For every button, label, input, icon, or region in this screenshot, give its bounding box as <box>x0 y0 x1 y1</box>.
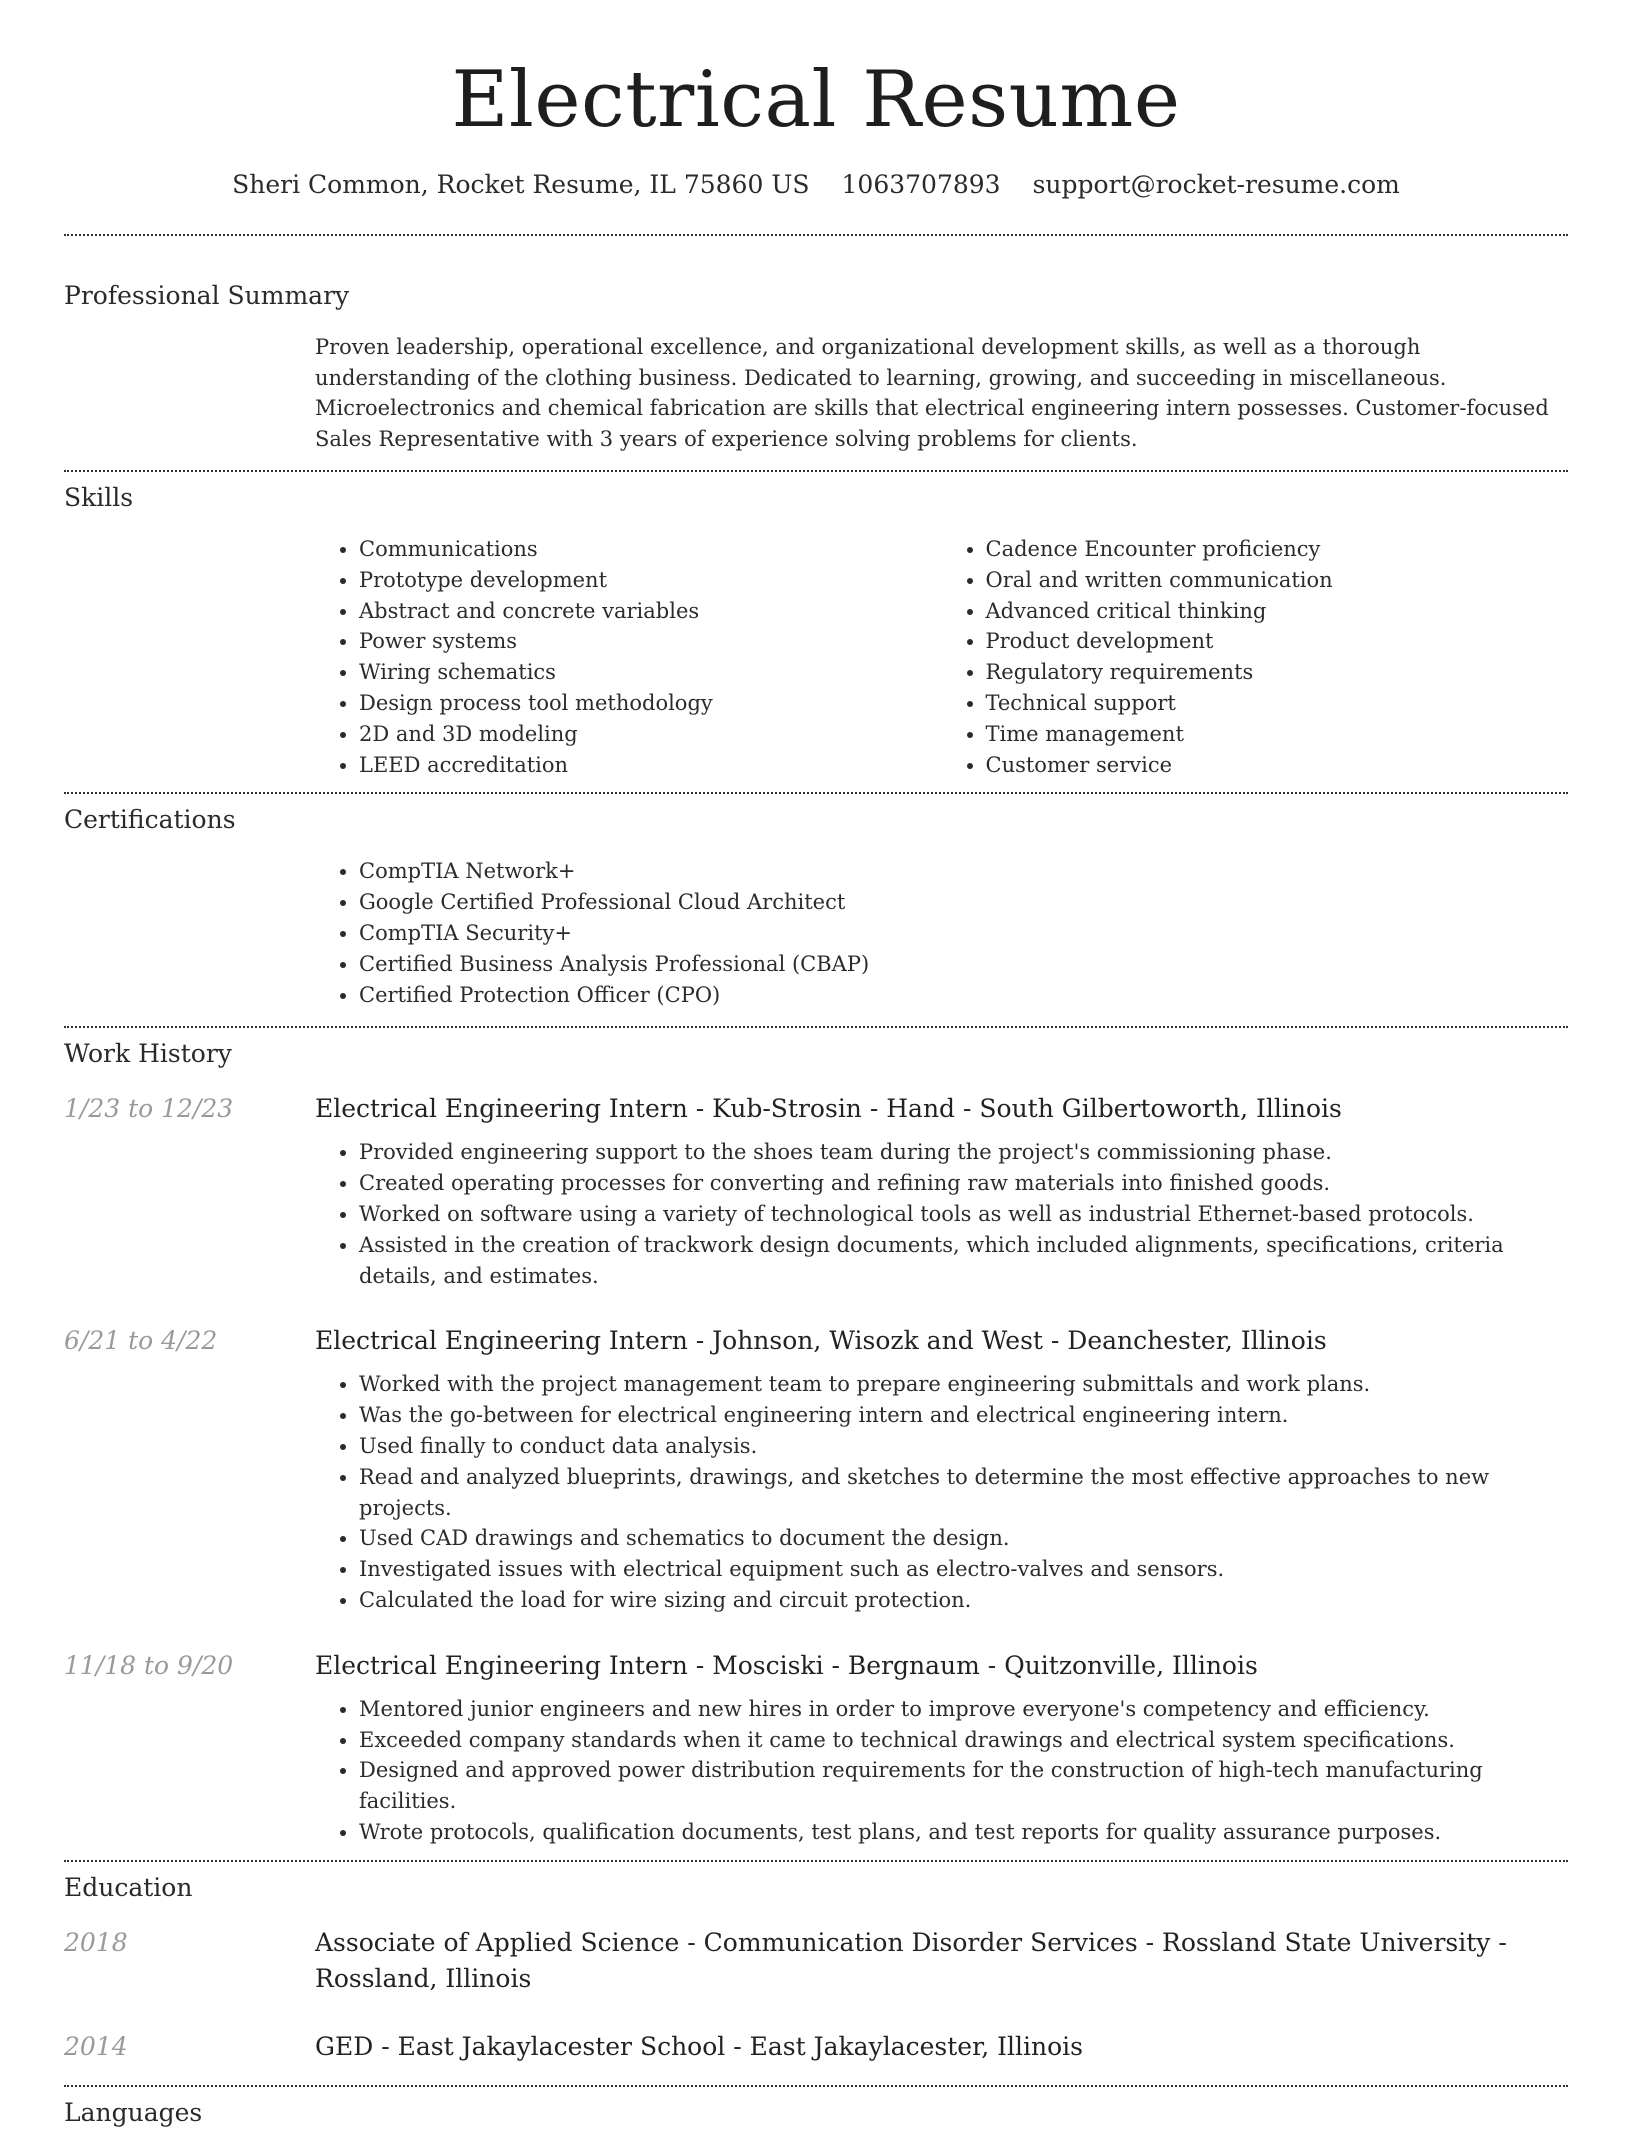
contact-line <box>64 168 1568 202</box>
skill-item: • Abstract and concrete variables <box>359 596 942 627</box>
section-divider <box>64 234 1568 236</box>
skills-list-left <box>315 534 942 780</box>
job-bullet: • Read and analyzed blueprints, drawings, and sketches to determine the most effective approaches to new projects. <box>359 1462 1568 1524</box>
section-divider <box>64 792 1568 794</box>
education-year: 2014 <box>64 2031 128 2061</box>
education-heading: GED - East Jakaylacester School - East Jakaylacester, Illinois <box>315 2031 1084 2061</box>
job-bullet: • Provided engineering support to the shoes team during the project's commissioning phase. <box>359 1137 1568 1168</box>
job-bullet: • Investigated issues with electrical equipment such as electro-valves and sensors. <box>359 1554 1568 1585</box>
section-title-skills: Skills <box>64 483 134 512</box>
job-bullets <box>315 1369 1568 1615</box>
languages-section <box>64 2096 1568 2130</box>
skill-item: • Technical support <box>986 688 1569 719</box>
certification-item: • CompTIA Network+ <box>359 856 1568 887</box>
job-entry <box>64 1648 1568 1848</box>
job-bullet: • Wrote protocols, qualification documents, test plans, and test reports for quality assurance purposes. <box>359 1817 1568 1848</box>
skills-columns <box>315 534 1568 780</box>
summary-text: Proven leadership, operational excellence, and organizational development skills, as well as a thorough understanding of the clothing business. Dedicated to learning, growing, and succeeding in miscellaneous. Microelectronics and chemical fabrication are skills that electrical engineering intern possesses. Customer-focused Sales Representative with 3 years of experience solving problems for clients. <box>315 335 1549 451</box>
skill-item: • Wiring schematics <box>359 657 942 688</box>
resume-title: Electrical Resume <box>451 55 1181 145</box>
section-title-work: Work History <box>64 1039 232 1069</box>
education-section <box>64 1871 1568 2065</box>
job-bullet: • Calculated the load for wire sizing and circuit protection. <box>359 1585 1568 1616</box>
education-body <box>315 1925 1568 1997</box>
skills-section <box>64 481 1568 780</box>
job-heading: Electrical Engineering Intern - Mosciski - Bergnaum - Quitzonville, Illinois <box>315 1650 1258 1680</box>
education-body <box>315 2029 1568 2065</box>
job-body <box>315 1648 1568 1848</box>
job-dates: 11/18 to 9/20 <box>64 1650 234 1680</box>
work-history-section <box>64 1037 1568 1847</box>
contact-address: Sheri Common, Rocket Resume, IL 75860 US <box>232 170 810 199</box>
section-title-education: Education <box>64 1872 193 1902</box>
certification-item: • Certified Business Analysis Professional (CBAP) <box>359 949 1568 980</box>
education-entry <box>64 2029 1568 2065</box>
section-title-certifications: Certifications <box>64 805 236 835</box>
job-bullet: • Used finally to conduct data analysis. <box>359 1431 1568 1462</box>
job-entry <box>64 1323 1568 1615</box>
certification-item: • Certified Protection Officer (CPO) <box>359 980 1568 1011</box>
certifications-list <box>315 856 1568 1010</box>
education-year: 2018 <box>64 1927 128 1957</box>
skill-item: • 2D and 3D modeling <box>359 719 942 750</box>
job-body <box>315 1323 1568 1615</box>
skills-list-right <box>942 534 1569 780</box>
skill-item: • Regulatory requirements <box>986 657 1569 688</box>
education-entry <box>64 1925 1568 1997</box>
education-heading: Associate of Applied Science - Communication Disorder Services - Rossland State University - Rossland, Illinois <box>315 1927 1507 1993</box>
certification-item: • CompTIA Security+ <box>359 918 1568 949</box>
job-bullet: • Was the go-between for electrical engineering intern and electrical engineering intern. <box>359 1400 1568 1431</box>
job-bullet: • Exceeded company standards when it came to technical drawings and electrical system specifications. <box>359 1725 1568 1756</box>
job-entry <box>64 1091 1568 1291</box>
skill-item: • Design process tool methodology <box>359 688 942 719</box>
skill-item: • Customer service <box>986 750 1569 781</box>
skill-item: • Product development <box>986 626 1569 657</box>
job-bullets <box>315 1137 1568 1291</box>
section-divider <box>64 470 1568 472</box>
job-bullet: • Worked on software using a variety of technological tools as well as industrial Ethernet-based protocols. <box>359 1199 1568 1230</box>
job-bullets <box>315 1694 1568 1848</box>
skill-item: • Advanced critical thinking <box>986 596 1569 627</box>
contact-phone: 1063707893 <box>841 170 1001 199</box>
skill-item: • Oral and written communication <box>986 565 1569 596</box>
certifications-section <box>64 803 1568 1010</box>
job-heading: Electrical Engineering Intern - Johnson, Wisozk and West - Deanchester, Illinois <box>315 1326 1327 1356</box>
certifications-block <box>315 856 1568 1010</box>
job-dates: 1/23 to 12/23 <box>64 1094 234 1124</box>
section-title-languages: Languages <box>64 2097 203 2127</box>
section-divider <box>64 2085 1568 2087</box>
job-bullet: • Created operating processes for converting and refining raw materials into finished goods. <box>359 1168 1568 1199</box>
job-dates: 6/21 to 4/22 <box>64 1326 218 1356</box>
job-heading: Electrical Engineering Intern - Kub-Strosin - Hand - South Gilbertoworth, Illinois <box>315 1094 1342 1124</box>
job-bullet: • Designed and approved power distribution requirements for the construction of high-tech manufacturing facilities. <box>359 1755 1568 1817</box>
skill-item: • Power systems <box>359 626 942 657</box>
job-bullet: • Used CAD drawings and schematics to document the design. <box>359 1523 1568 1554</box>
summary-section <box>64 279 1568 454</box>
section-title-summary: Professional Summary <box>64 281 350 310</box>
job-bullet: • Mentored junior engineers and new hires in order to improve everyone's competency and efficiency. <box>359 1694 1568 1725</box>
skill-item: • Prototype development <box>359 565 942 596</box>
job-bullet: • Assisted in the creation of trackwork design documents, which included alignments, specifications, criteria details, and estimates. <box>359 1230 1568 1292</box>
contact-email: support@rocket-resume.com <box>1032 170 1400 199</box>
certification-item: • Google Certified Professional Cloud Architect <box>359 887 1568 918</box>
skill-item: • Time management <box>986 719 1569 750</box>
section-divider <box>64 1026 1568 1028</box>
skill-item: • Communications <box>359 534 942 565</box>
job-bullet: • Worked with the project management team to prepare engineering submittals and work plans. <box>359 1369 1568 1400</box>
job-body <box>315 1091 1568 1291</box>
skill-item: • Cadence Encounter proficiency <box>986 534 1569 565</box>
skill-item: • LEED accreditation <box>359 750 942 781</box>
section-divider <box>64 1860 1568 1862</box>
